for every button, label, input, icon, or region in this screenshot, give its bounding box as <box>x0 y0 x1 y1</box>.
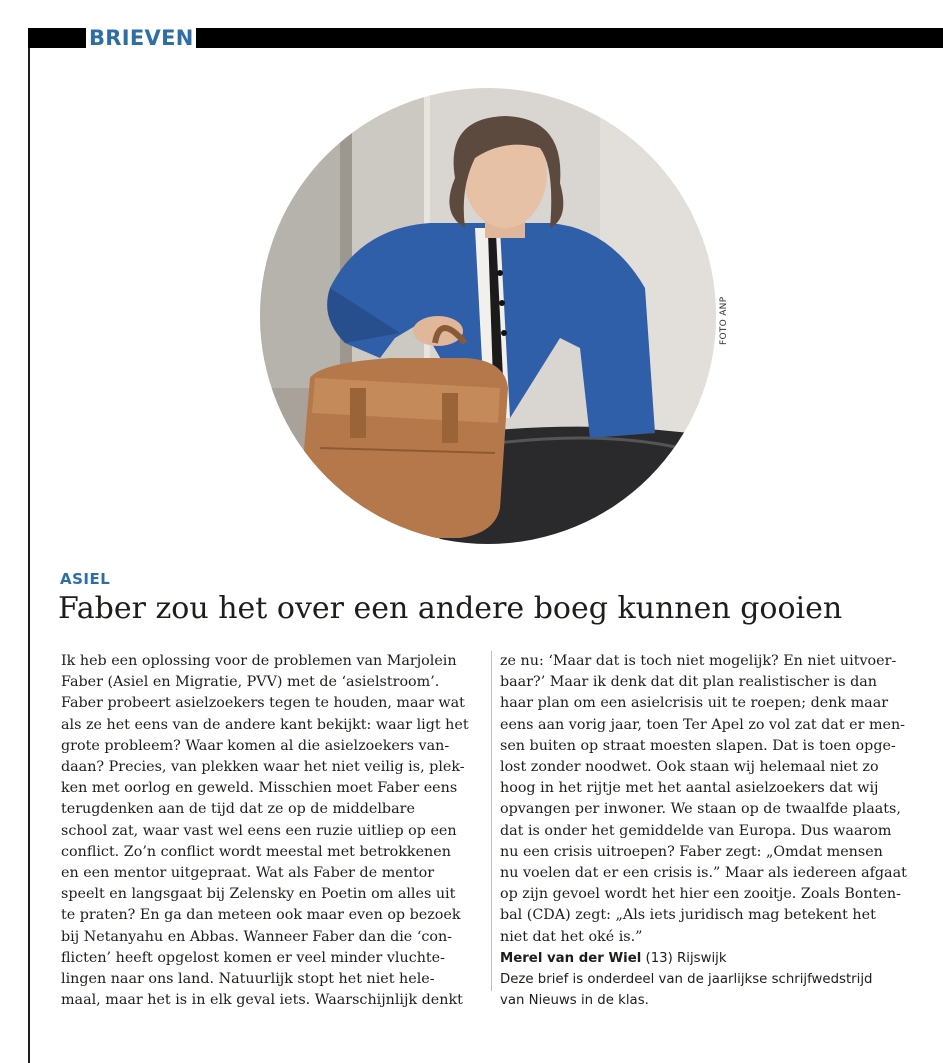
article-body-left-column <box>61 651 485 1011</box>
body-line: op zijn gevoel wordt het hier een zooitje. Zoals Bonten- <box>500 886 901 903</box>
section-label: BRIEVEN <box>89 26 194 50</box>
body-line: eens aan vorig jaar, toen Ter Apel zo vol zat dat er men- <box>500 716 906 733</box>
column-divider <box>491 651 492 991</box>
body-line: ze nu: ‘Maar dat is toch niet mogelijk? En niet uitvoer- <box>500 653 897 669</box>
body-line: daan? Precies, van plekken waar het niet veilig is, plek- <box>61 759 465 776</box>
body-line: grote probleem? Waar komen al die asielzoekers van- <box>61 737 450 754</box>
article-headline: Faber zou het over een andere boeg kunnen gooien <box>58 591 843 626</box>
body-line: speelt en langsgaat bij Zelensky en Poetin om alles uit <box>61 886 456 903</box>
left-margin-rule <box>28 28 30 1063</box>
body-line: bij Netanyahu en Abbas. Wanneer Faber dan die ‘con- <box>61 928 453 945</box>
body-line: baar?’ Maar ik denk dat dit plan realistischer is dan <box>500 674 877 691</box>
body-line: nu voelen dat er een crisis is.” Maar als iedereen afgaat <box>500 865 907 882</box>
body-line: dat is onder het gemiddelde van Europa. Dus waarom <box>500 822 892 839</box>
body-line: flicten’ heeft opgelost komen er veel minder vluchte- <box>61 949 445 966</box>
body-line: lost zonder noodwet. Ook staan wij helemaal niet zo <box>500 759 879 776</box>
body-line: Ik heb een oplossing voor de problemen van Marjolein <box>61 653 457 669</box>
body-line: school zat, waar vast wel eens een ruzie uitliep op een <box>61 822 457 839</box>
body-line: en een mentor uitgepraat. Wat als Faber de mentor <box>61 865 435 882</box>
photo-credit: FOTO ANP <box>719 296 729 345</box>
body-line: hoog in het rijtje met het aantal asielzoekers dat wij <box>500 780 879 797</box>
body-line: ken met oorlog en geweld. Misschien moet Faber eens <box>61 780 458 797</box>
author-name: Merel van der Wiel <box>500 950 642 966</box>
body-line: sen buiten op straat moesten slapen. Dat is toen opge- <box>500 737 896 754</box>
body-line: Faber (Asiel en Migratie, PVV) met de ‘asielstroom’. <box>61 674 440 691</box>
body-line: haar plan om een asielcrisis uit te roepen; denk maar <box>500 695 889 712</box>
body-line: Faber probeert asielzoekers tegen te houden, maar wat <box>61 695 465 712</box>
body-line: als ze het eens van de andere kant bekijkt: waar ligt het <box>61 716 469 733</box>
chevron-left-icon <box>70 28 82 48</box>
body-line: opvangen per inwoner. We staan op de twaalfde plaats, <box>500 801 901 818</box>
body-line: niet dat het oké is.” <box>500 928 643 945</box>
article-kicker: ASIEL <box>60 570 111 588</box>
body-line: bal (CDA) zegt: „Als iets juridisch mag betekent het <box>500 907 876 924</box>
body-line: nu een crisis uitroepen? Faber zegt: „Omdat mensen <box>500 843 883 860</box>
body-line: conflict. Zo’n conflict wordt meestal met betrokkenen <box>61 843 451 860</box>
body-line: te praten? En ga dan meteen ook maar even op bezoek <box>61 907 461 924</box>
author-byline <box>500 948 912 969</box>
footnote-line: Deze brief is onderdeel van de jaarlijkse schrijfwedstrijd <box>500 972 873 988</box>
author-details: (13) Rijswijk <box>645 950 727 966</box>
body-line: maal, maar het is in elk geval iets. Waarschijnlijk denkt <box>61 992 463 1009</box>
body-line: lingen naar ons land. Natuurlijk stopt het niet hele- <box>61 971 435 988</box>
body-line: terugdenken aan de tijd dat ze op de middelbare <box>61 801 415 818</box>
article-photo <box>260 88 716 544</box>
footnote-line: van Nieuws in de klas. <box>500 993 649 1009</box>
article-body-right-column <box>500 651 912 1011</box>
